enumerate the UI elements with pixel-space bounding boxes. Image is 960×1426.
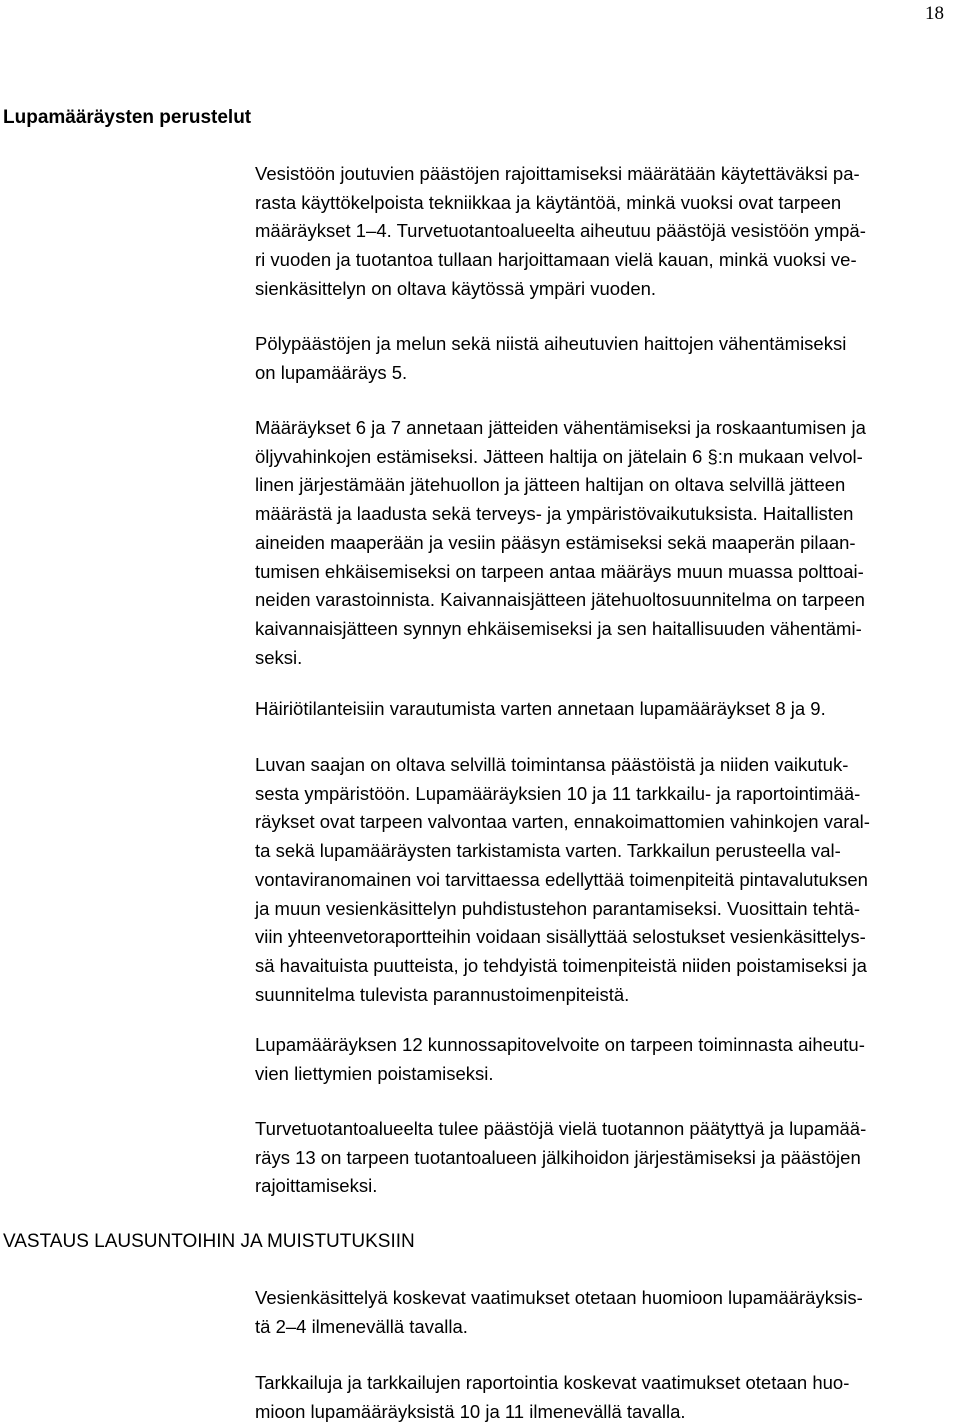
paragraph-vesienkasittely-vastaus: Vesienkäsittelyä koskevat vaatimukset otetaan huomioon lupamääräyksis- tä 2–4 ilmenevällä tavalla. — [255, 1287, 863, 1337]
page-number: 18 — [925, 3, 944, 24]
paragraph-tarkkailu: Luvan saajan on oltava selvillä toimintansa päästöistä ja niiden vaikutuk- sesta ympäristöön. Lupamääräyksien 10 ja 11 tarkkailu- ja raportointimää- räykset ovat tarpeen valvontaa varten, ennakoimattomien vahinkojen varal- ta sekä lupamääräysten tarkistamista varten. Tarkkailun perusteella val- vontaviranomainen voi tarvittaessa edellyttää toimenpiteitä pintavalutuksen ja muun vesienkäsittelyn puhdistustehon parantamiseksi. Vuosittain tehtä- viin yhteenvetoraportteihin voidaan sisällyttää selostukset vesienkäsittelys- sä havaituista puutteista, jo tehdyistä toimenpiteistä niiden poistamiseksi ja suunnitelma tulevista parannustoimenpiteistä. — [255, 754, 870, 1005]
paragraph-jatteet: Määräykset 6 ja 7 annetaan jätteiden vähentämiseksi ja roskaantumisen ja öljyvahinkojen estämiseksi. Jätteen haltija on jätelain 6 §:n mukaan velvol- linen järjestämään jätehuollon ja jätteen haltijan on oltava selvillä jätteen määrästä ja laadusta sekä terveys- ja ympäristövaikutuksista. Haitallisten aineiden maaperään ja vesiin pääsyn estämiseksi sekä maaperän pilaan- tumisen ehkäisemiseksi on tarpeen antaa määräys muun muassa polttoai- neiden varastoinnista. Kaivannaisjätteen jätehuoltosuunnitelma on tarpeen kaivannaisjätteen synnyn ehkäisemiseksi ja sen haitallisuuden vähentämi- seksi. — [255, 417, 866, 668]
paragraph-kunnossapito: Lupamääräyksen 12 kunnossapitovelvoite on tarpeen toiminnasta aiheutu- vien liettymien poistamiseksi. — [255, 1034, 865, 1084]
paragraph-polypaastot: Pölypäästöjen ja melun sekä niistä aiheutuvien haittojen vähentämiseksi on lupamääräys 5. — [255, 333, 847, 383]
paragraph-vesistopaastot: Vesistöön joutuvien päästöjen rajoittamiseksi määrätään käytettäväksi pa- rasta käyttökelpoista tekniikkaa ja käytäntöä, minkä vuoksi ovat tarpeen määräykset 1–4. Turvetuotantoalueelta aiheutuu päästöjä vesistöön ympä- ri vuoden ja tuotantoa tullaan harjoittamaan vielä kauan, minkä vuoksi ve- sienkäsittelyn on oltava käytössä ympäri vuoden. — [255, 163, 866, 299]
paragraph-tarkkailu-vastaus: Tarkkailuja ja tarkkailujen raportointia koskevat vaatimukset otetaan huo- mioon lupamääräyksistä 10 ja 11 ilmenevällä tavalla. — [255, 1372, 850, 1422]
paragraph-jalkihoito: Turvetuotantoalueelta tulee päästöjä vielä tuotannon päätyttyä ja lupamää- räys 13 on tarpeen tuotantoalueen jälkihoidon järjestämiseksi ja päästöjen rajoittamiseksi. — [255, 1118, 867, 1197]
section-heading-vastaus: VASTAUS LAUSUNTOIHIN JA MUISTUTUKSIIN — [3, 1231, 415, 1252]
paragraph-hairiotilanteet: Häiriötilanteisiin varautumista varten annetaan lupamääräykset 8 ja 9. — [255, 698, 826, 719]
section-heading-perustelut: Lupamääräysten perustelut — [3, 107, 252, 128]
